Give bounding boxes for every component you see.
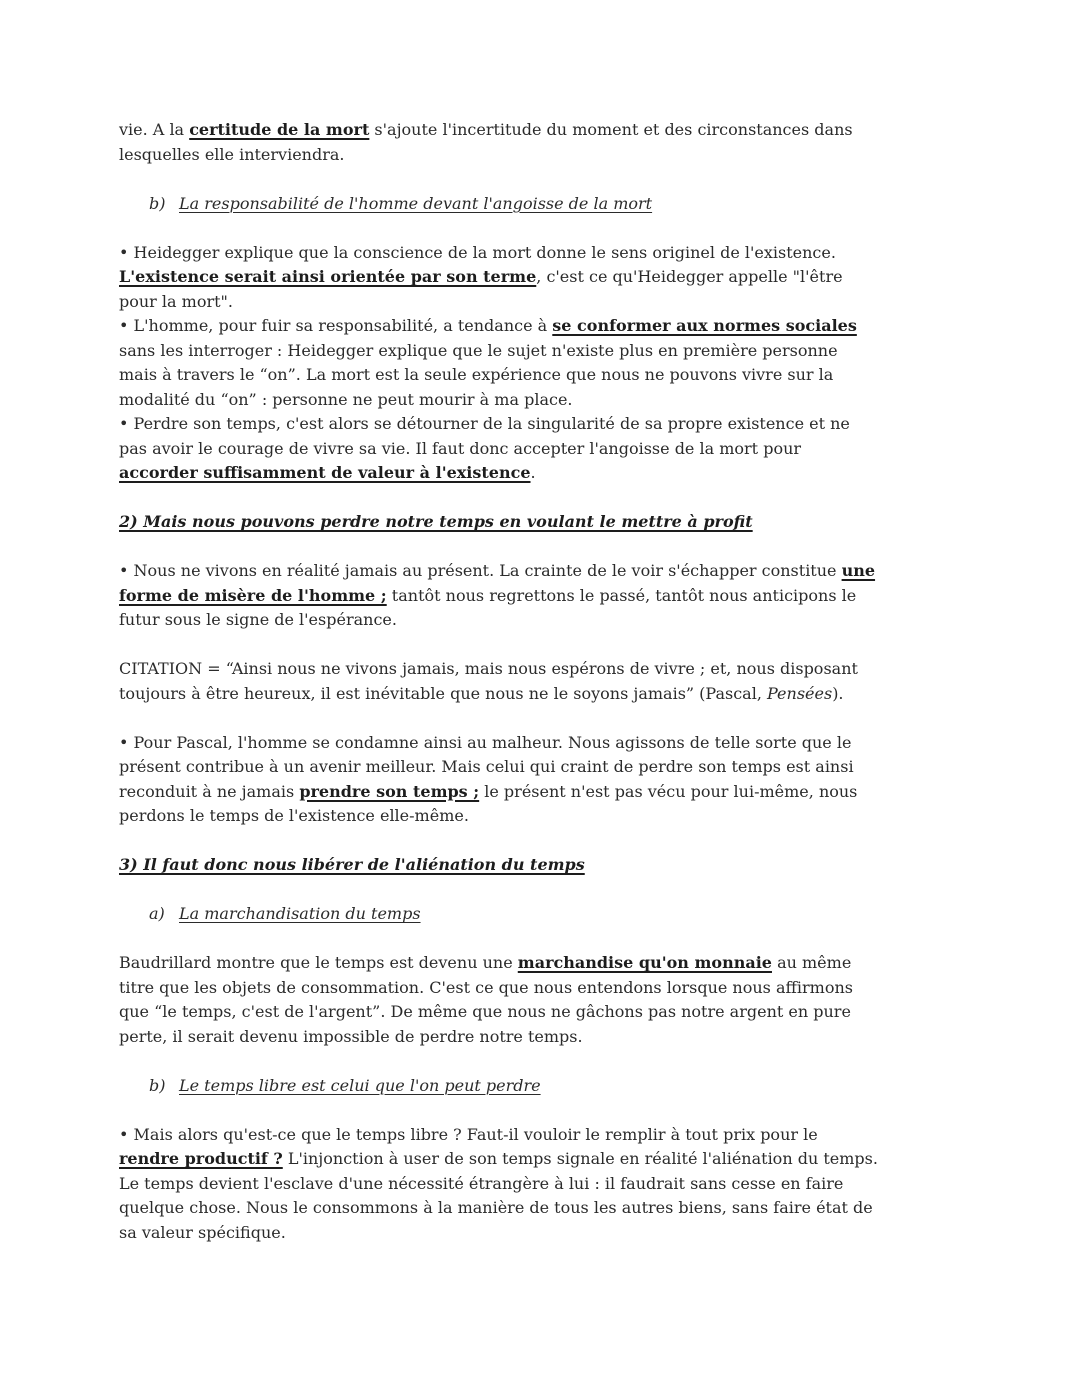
text: , c'est ce qu'Heidegger appelle "l'être pour la mort". bbox=[119, 267, 843, 311]
subheading-letter: a) bbox=[149, 904, 165, 923]
text: le présent n'est pas vécu pour lui-même, nous perdons le temps de l'existence elle-même. bbox=[119, 781, 858, 825]
subheading-letter: b) bbox=[149, 193, 166, 213]
baudrillard-paragraph bbox=[119, 951, 879, 1049]
text: CITATION = “Ainsi nous ne vivons jamais, mais nous espérons de vivre ; et, nous disposant toujours à être heureux, il est inévitable que nous ne le soyons jamais” (Pascal, bbox=[119, 659, 858, 703]
heidegger-paragraph-3 bbox=[119, 412, 879, 486]
section-3-heading bbox=[119, 853, 879, 878]
emphasis: rendre productif ? bbox=[119, 1149, 283, 1168]
text: • Mais alors qu'est-ce que le temps libre ? Faut-il vouloir le remplir à tout prix pour le bbox=[119, 1124, 818, 1144]
text: au même titre que les objets de consommation. C'est ce que nous entendons lorsque nous affirmons que “le temps, c'est de l'argent”. De même que nous ne gâchons pas notre argent en pure perte, il serait devenu impossible de perdre notre temps. bbox=[119, 953, 853, 1046]
subheading-title: La marchandisation du temps bbox=[179, 904, 421, 923]
intro-paragraph bbox=[119, 118, 879, 167]
subheading-b-responsabilite bbox=[119, 192, 879, 217]
section-title: 2) Mais nous pouvons perdre notre temps en voulant le mettre à profit bbox=[119, 512, 753, 531]
emphasis: une forme de misère de l'homme ; bbox=[119, 561, 876, 605]
subheading-letter: b) bbox=[149, 1075, 166, 1095]
citation-paragraph bbox=[119, 657, 879, 706]
heidegger-paragraph-1 bbox=[119, 241, 879, 315]
work-title: Pensées bbox=[767, 683, 833, 703]
text: ). bbox=[832, 683, 844, 703]
text: Baudrillard montre que le temps est devenu une bbox=[119, 953, 518, 972]
emphasis: se conformer aux normes sociales bbox=[552, 316, 857, 335]
text: sans les interroger : Heidegger explique que le sujet n'existe plus en première personne mais à travers le “on”. La mort est la seule expérience que nous ne pouvons vivre sur la modalité du “on” : personne ne peut mourir à ma place. bbox=[119, 340, 838, 409]
text: • Nous ne vivons en réalité jamais au présent. La crainte de le voir s'échapper constitue bbox=[119, 561, 842, 580]
text: • Pour Pascal, l'homme se condamne ainsi au malheur. Nous agissons de telle sorte que le présent contribue à un avenir meilleur. Mais celui qui craint de perdre son temps est ainsi reconduit à ne jamais bbox=[119, 732, 854, 801]
text: • L'homme, pour fuir sa responsabilité, a tendance à bbox=[119, 316, 553, 335]
subheading-title: La responsabilité de l'homme devant l'angoisse de la mort bbox=[179, 193, 653, 213]
intro-text-1: vie. A la bbox=[119, 120, 190, 139]
text: . bbox=[530, 463, 536, 482]
subheading-title: Le temps libre est celui que l'on peut perdre bbox=[179, 1075, 541, 1095]
subheading-b-temps-libre bbox=[119, 1074, 879, 1099]
emphasis: L'existence serait ainsi orientée par son terme bbox=[119, 267, 537, 286]
text: • Heidegger explique que la conscience de la mort donne le sens originel de l'existence. bbox=[119, 242, 836, 262]
subheading-a-marchandisation bbox=[119, 902, 879, 927]
section-title: 3) Il faut donc nous libérer de l'aliénation du temps bbox=[119, 855, 585, 874]
text: • Perdre son temps, c'est alors se détourner de la singularité de sa propre existence et ne pas avoir le courage de vivre sa vie. Il faut donc accepter l'angoisse de la mort pour bbox=[119, 414, 850, 458]
text: L'injonction à user de son temps signale en réalité l'aliénation du temps. Le temps devient l'esclave d'une nécessité étrangère à lui : il faudrait sans cesse en faire quelque chose. Nous le consommons à la manière de tous les autres biens, sans faire état de sa valeur spécifique. bbox=[119, 1149, 878, 1242]
intro-text-2: s'ajoute l'incertitude du moment et des circonstances dans lesquelles elle interviendra. bbox=[119, 120, 853, 164]
heidegger-paragraph-2 bbox=[119, 314, 879, 412]
emphasis: accorder suffisamment de valeur à l'existence bbox=[119, 463, 531, 482]
pascal-paragraph-1 bbox=[119, 559, 879, 633]
text: tantôt nous regrettons le passé, tantôt nous anticipons le futur sous le signe de l'espérance. bbox=[119, 585, 857, 629]
temps-libre-paragraph bbox=[119, 1123, 879, 1246]
emphasis: prendre son temps ; bbox=[299, 781, 480, 801]
emphasis: marchandise qu'on monnaie bbox=[517, 953, 772, 972]
section-2-heading bbox=[119, 510, 879, 535]
pascal-paragraph-2 bbox=[119, 731, 879, 829]
intro-emphasis: certitude de la mort bbox=[189, 120, 370, 139]
document-page bbox=[119, 118, 879, 1245]
